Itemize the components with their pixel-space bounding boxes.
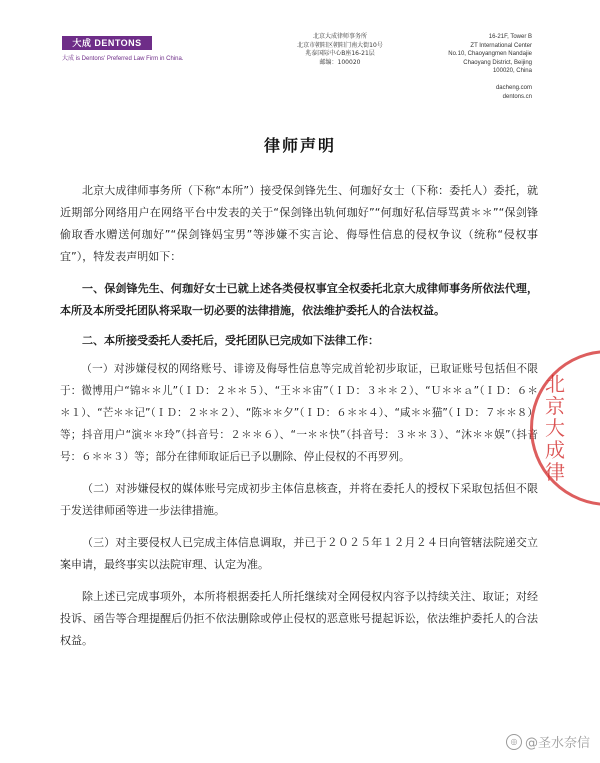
address-cn-line: 邮编：100020 [319, 58, 361, 66]
paragraph-closing: 除上述已完成事项外，本所将根据委托人所托继续对全网侵权内容予以持续关注、取证；对经投诉、函告等合理提醒后仍拒不依法删除或停止侵权的恶意账号提起诉讼，依法维护委托人的合法权益。 [60, 590, 538, 647]
watermark-text: @圣水奈信 [524, 736, 590, 751]
website-links [448, 84, 532, 101]
address-en-line: Chaoyang District, Beijing [463, 59, 532, 66]
paragraph-intro: 北京大成律师事务所（下称“本所”）接受保剑锋先生、何珈好女士（下称：委托人）委托，就近期部分网络用户在网络平台中发表的关于“保剑锋出轨何珈好”“何珈好私信辱骂黄＊＊”“保剑锋偷取香水赠送何珈好”“保剑锋妈宝男”等涉嫌不实言论、侮辱性信息的侵权争议（统称“侵权事宜”），特发表声明如下： [60, 184, 538, 263]
paragraph-section-one: 一、保剑锋先生、何珈好女士已就上述各类侵权事宜全权委托北京大成律师事务所依法代理，本所及本所受托团队将采取一切必要的法律措施，依法维护委托人的合法权益。 [60, 282, 538, 317]
watermark-logo-icon: ◎ [506, 734, 522, 750]
law-firm-seal-stamp [530, 350, 600, 506]
paragraph-item-three: （三）对主要侵权人已完成主体信息调取，并已于２０２５年１２月２４日向管辖法院递交立案申请，最终事实以法院审理、认定为准。 [60, 536, 538, 571]
document-title: 律师声明 [263, 136, 336, 155]
address-cn-line: 北京市朝阳区朝阳门南大街10号 [297, 41, 383, 49]
paragraph-item-one: （一）对涉嫌侵权的网络账号、诽谤及侮辱性信息等完成首轮初步取证，已取证账号包括但不限于：微博用户“锦＊＊儿”（ＩＤ：２＊＊５）、“王＊＊宙”（ＩＤ：３＊＊２）、“Ｕ＊＊ａ”（ＩＤ：６＊＊１）、“芒＊＊记”（ＩＤ：２＊＊２）、“陈＊＊夕”（ＩＤ：６＊＊４）、“咸＊＊猫”（ＩＤ：７＊＊８）等；抖音用户“演＊＊玲”（抖音号：２＊＊６）、“一＊＊快”（抖音号：３＊＊３）、“沐＊＊娱”（抖音号：６＊＊３）等；部分在律师取证后已予以删除、停止侵权的不再罗列。 [60, 363, 538, 463]
statement-body [60, 180, 538, 652]
address-english [448, 33, 532, 76]
website-url: dacheng.com [495, 85, 532, 91]
source-watermark [506, 732, 590, 751]
website-url: dentons.cn [502, 93, 532, 100]
address-cn-line: 北京大成律师事务所 [312, 33, 367, 40]
dentons-logo: 大成 DENTONS [62, 36, 152, 50]
paragraph-item-two: （二）对涉嫌侵权的媒体账号完成初步主体信息核查，并将在委托人的授权下采取包括但不限于发送律师函等进一步法律措施。 [60, 482, 538, 517]
logo-tagline: 大成 is Dentons' Preferred Law Firm in China. [62, 56, 184, 62]
address-cn-line: 兆泰国际中心B座16-21层 [305, 50, 375, 57]
paragraph-section-two-heading: 二、本所接受委托人委托后，受托团队已完成如下法律工作： [82, 334, 379, 347]
address-en-line: 16-21F, Tower B [488, 34, 532, 40]
address-en-line: ZT International Center [470, 42, 532, 49]
seal-text: 北京大成律 [545, 372, 565, 484]
address-chinese [290, 33, 390, 67]
address-en-line: No.10, Chaoyangmen Nandajie [448, 51, 532, 57]
address-en-line: 100020, China [492, 68, 532, 74]
